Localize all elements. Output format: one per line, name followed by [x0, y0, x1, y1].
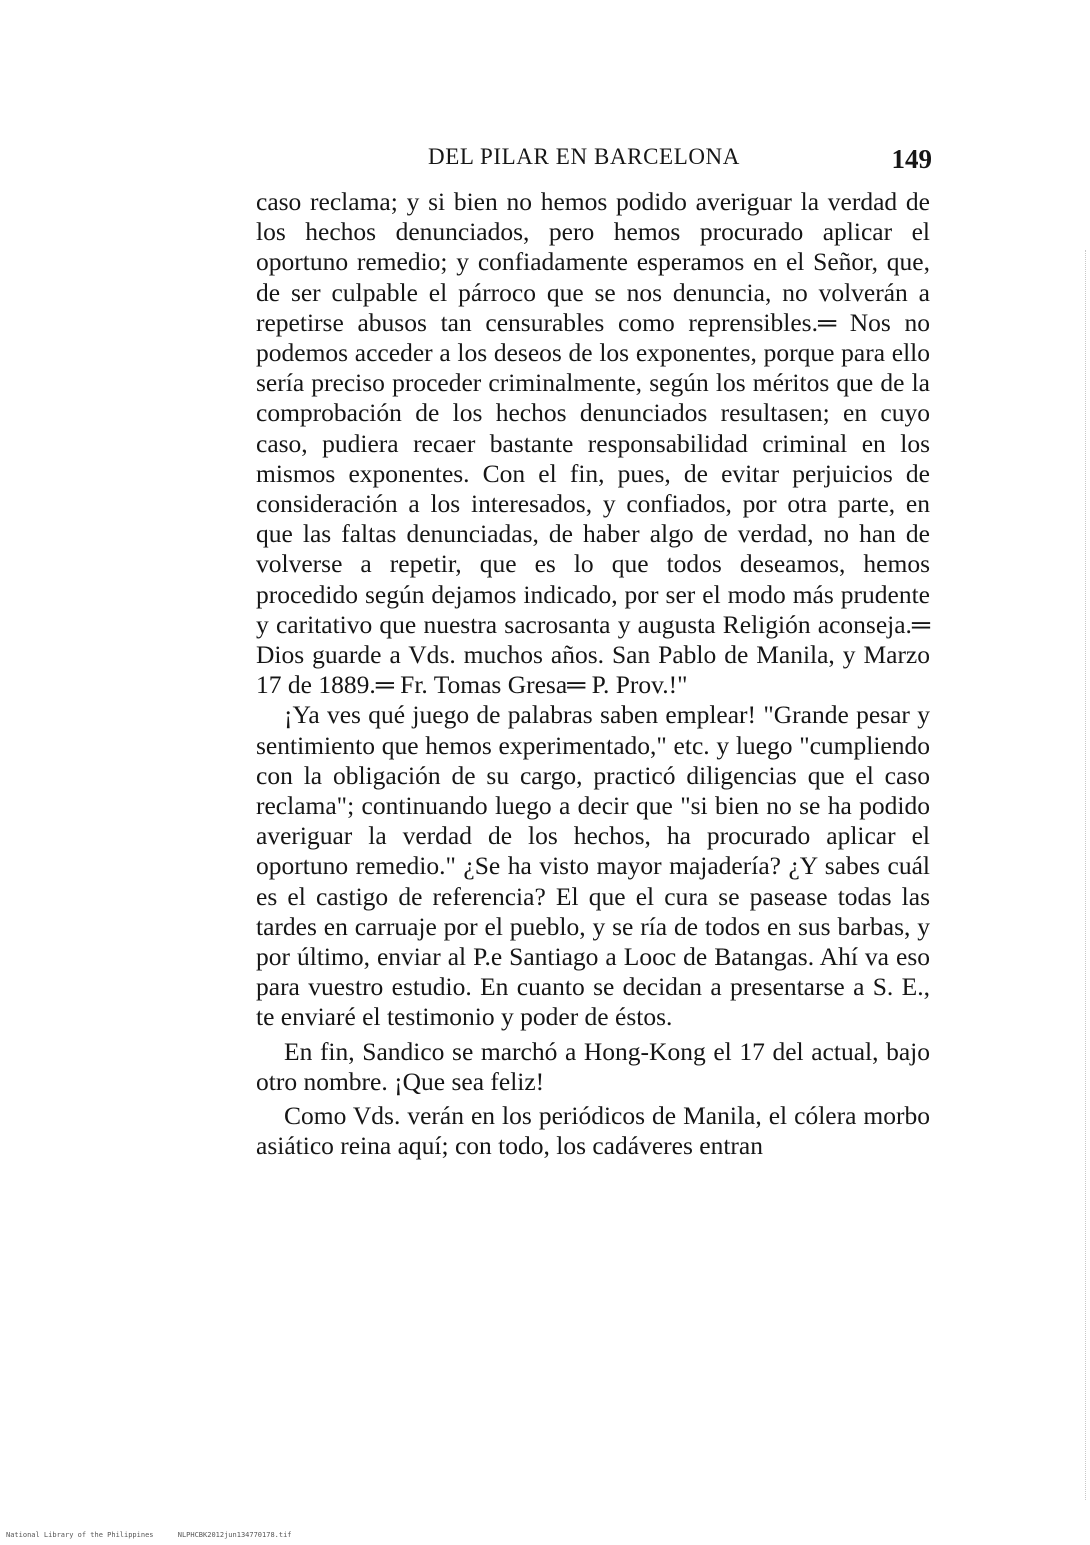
- running-head: DEL PILAR EN BARCELONA: [428, 144, 740, 169]
- scan-edge-mark: [1085, 250, 1086, 1500]
- page-number: 149: [891, 144, 932, 174]
- body-text: [256, 187, 930, 1162]
- library-credit: National Library of the Philippines: [6, 1531, 154, 1539]
- paragraph-cholera: Como Vds. verán en los periódicos de Manila, el cólera morbo asiático reina aquí; con todo, los cadáveres entran: [256, 1101, 930, 1161]
- scan-file-id: NLPHCBK2012jun134770178.tif: [177, 1531, 292, 1539]
- paragraph-commentary: ¡Ya ves qué juego de palabras saben emplear! "Grande pesar y sentimiento que hemos experimentado," etc. y luego "cumpliendo con la obligación de su cargo, practicó diligencias que el caso reclama"; continuando luego a decir que "si bien no se ha podido averiguar la verdad de los hechos, ha procurado aplicar el oportuno remedio." ¿Se ha visto mayor majadería? ¿Y sabes cuál es el castigo de referencia? El que el cura se pasease todas las tardes en carruaje por el pueblo, y se ría de todos en sus barbas, y por último, enviar al P.e Santiago a Looc de Batangas. Ahí va eso para vuestro estudio. En cuanto se decidan a presentarse a S. E., te enviaré el testimonio y poder de éstos.: [256, 700, 930, 1032]
- paragraph-sandico: En fin, Sandico se marchó a Hong-Kong el 17 del actual, bajo otro nombre. ¡Que sea feliz!: [256, 1036, 930, 1096]
- paragraph-letter-continuation: caso reclama; y si bien no hemos podido averiguar la verdad de los hechos denunciados, pero hemos procurado aplicar el oportuno remedio; y confiadamente esperamos en el Señor, que, de ser culpable el párroco que se nos denuncia, no volverán a repetirse abusos tan censurables como reprensibles.═ Nos no podemos acceder a los deseos de los exponentes, porque para ello sería preciso proceder criminalmente, según los méritos que de la comprobación de los hechos denunciados resultasen; en cuyo caso, pudiera recaer bastante responsabilidad criminal en los mismos exponentes. Con el fin, pues, de evitar perjuicios de consideración a los interesados, y confiados, por otra parte, en que las faltas denunciadas, de haber algo de verdad, no han de volverse a repetir, que es lo que todos deseamos, hemos procedido según dejamos indicado, por ser el modo más prudente y caritativo que nuestra sacrosanta y augusta Religión aconseja.═ Dios guarde a Vds. muchos años. San Pablo de Manila, y Marzo 17 de 1889.═ Fr. Tomas Gresa═ P. Prov.!": [256, 187, 930, 700]
- page-header: [256, 140, 932, 180]
- scan-footer: [6, 1531, 292, 1539]
